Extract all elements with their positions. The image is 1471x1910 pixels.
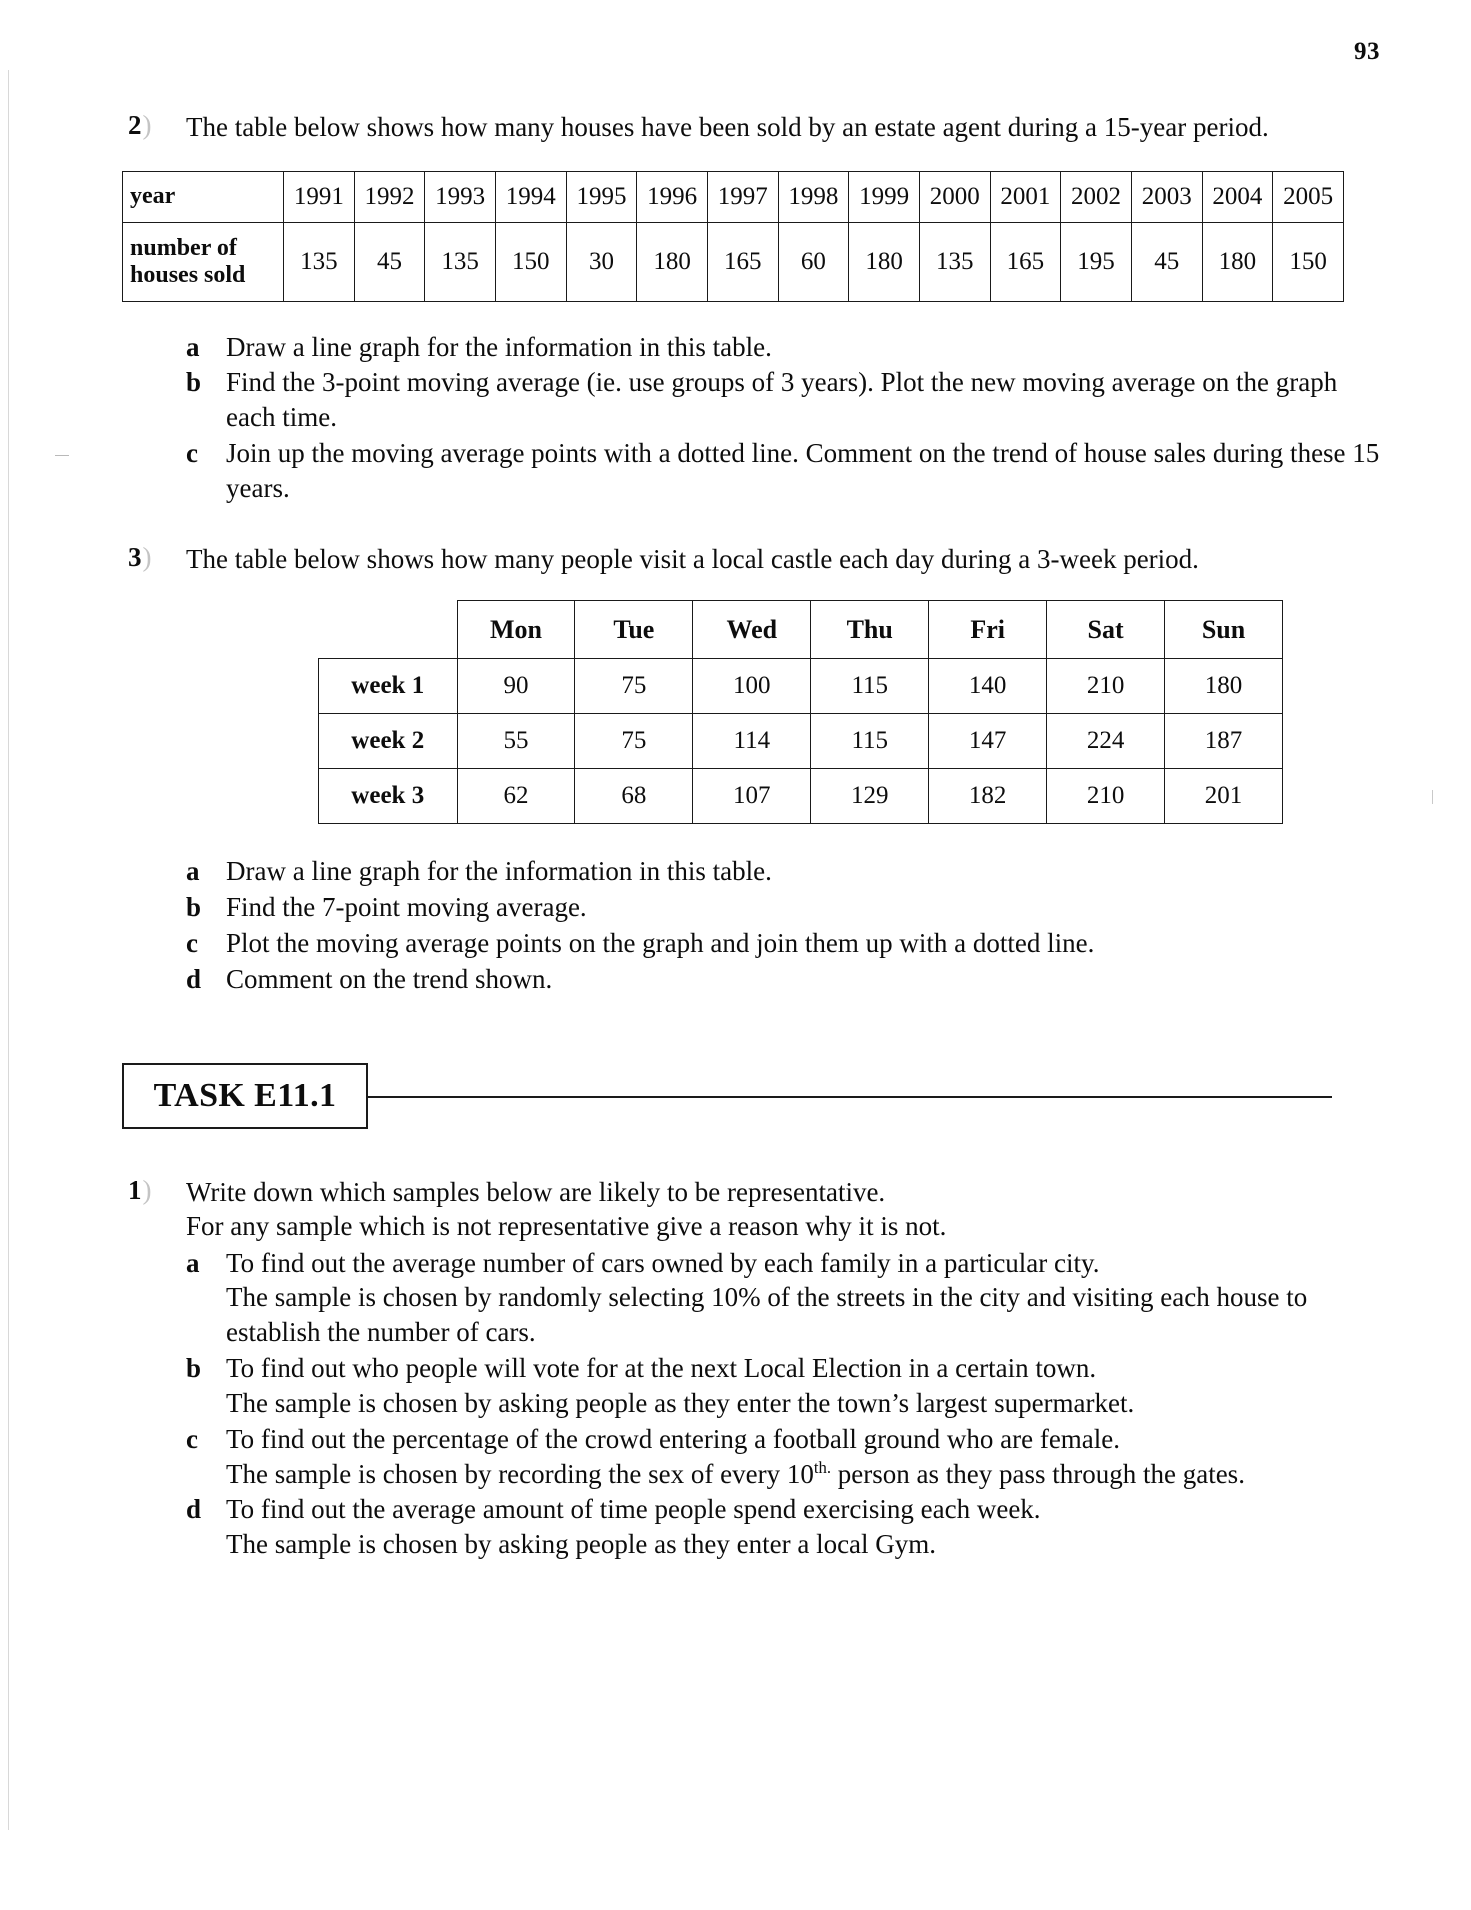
week-label-cell: week 2: [319, 714, 458, 769]
part-letter: b: [186, 367, 202, 398]
ordinal-suffix: th.: [813, 1457, 832, 1477]
part-letter: b: [186, 1353, 202, 1384]
visitors-cell: 107: [693, 769, 811, 824]
year-cell: 1998: [778, 171, 849, 222]
task-label: TASK E11.1: [153, 1076, 337, 1114]
visitors-cell: 210: [1047, 659, 1165, 714]
table-row: [319, 714, 1283, 769]
part-prompt: To find out the percentage of the crowd entering a football ground who are female.: [226, 1423, 1121, 1454]
year-cell: 2003: [1131, 171, 1202, 222]
part-letter: b: [186, 892, 202, 923]
houses-sold-cell: 30: [566, 222, 637, 301]
year-cell: 1993: [425, 171, 496, 222]
visitors-cell: 55: [457, 714, 575, 769]
table-row: [319, 769, 1283, 824]
question-3: [0, 542, 1471, 577]
visitors-cell: 182: [929, 769, 1047, 824]
year-cell: 1999: [849, 171, 920, 222]
part-letter: c: [186, 1423, 198, 1454]
visitors-cell: 75: [575, 714, 693, 769]
year-cell: 1997: [707, 171, 778, 222]
question-3-part-b: [186, 890, 1381, 925]
part-letter: d: [186, 963, 202, 994]
castle-visitors-table-wrapper: [318, 600, 1471, 824]
part-prompt: To find out the average amount of time people spend exercising each week.: [226, 1494, 1041, 1525]
week-label-cell: week 1: [319, 659, 458, 714]
visitors-cell: 180: [1165, 659, 1283, 714]
part-prompt: To find out who people will vote for at the next Local Election in a certain town.: [226, 1353, 1097, 1384]
visitors-cell: 201: [1165, 769, 1283, 824]
row-label-year: year: [123, 171, 284, 222]
houses-sold-cell: 180: [1202, 222, 1273, 301]
part-text: Find the 7-point moving average.: [226, 892, 587, 923]
part-detail: [226, 1457, 1399, 1492]
visitors-cell: 62: [457, 769, 575, 824]
question-3-number: 3 ): [128, 542, 152, 573]
part-letter: a: [186, 1247, 200, 1278]
houses-sold-cell: 195: [1061, 222, 1132, 301]
task-label-box: [122, 1063, 368, 1129]
year-cell: 1991: [284, 171, 355, 222]
part-text: Comment on the trend shown.: [226, 963, 553, 994]
visitors-cell: 187: [1165, 714, 1283, 769]
part-detail-after: person as they pass through the gates.: [831, 1458, 1245, 1489]
houses-sold-cell: 150: [1273, 222, 1344, 301]
task-question-1-number: 1 ): [128, 1175, 152, 1206]
day-header-cell: Sun: [1165, 601, 1283, 659]
year-cell: 1994: [495, 171, 566, 222]
year-cell: 1995: [566, 171, 637, 222]
task-banner: [122, 1063, 1332, 1131]
houses-sold-cell: 135: [284, 222, 355, 301]
question-3-part-d: [186, 962, 1381, 997]
question-2-part-c: [186, 436, 1381, 506]
part-letter: a: [186, 856, 200, 887]
question-3-part-c: [186, 926, 1381, 961]
houses-sold-cell: 60: [778, 222, 849, 301]
part-detail-before: The sample is chosen by recording the sex of every 10: [226, 1458, 814, 1489]
year-cell: 2005: [1273, 171, 1344, 222]
table-row-year: [123, 171, 1344, 222]
houses-sold-table-wrapper: [122, 171, 1471, 302]
year-cell: 2000: [919, 171, 990, 222]
part-letter: c: [186, 927, 198, 958]
table-header-row: [319, 601, 1283, 659]
table-row: [319, 659, 1283, 714]
task-part-d: [186, 1492, 1399, 1562]
question-3-part-a: [186, 854, 1381, 889]
houses-sold-cell: 150: [495, 222, 566, 301]
task-question-stem-line-2: For any sample which is not representative give a reason why it is not.: [186, 1211, 947, 1242]
visitors-cell: 115: [811, 714, 929, 769]
task-question-1-parts: [186, 1246, 1399, 1562]
page-number: 93: [1354, 38, 1380, 65]
visitors-cell: 90: [457, 659, 575, 714]
question-2-part-b: [186, 365, 1381, 435]
task-part-a: [186, 1246, 1399, 1350]
question-2-parts: [186, 330, 1381, 506]
houses-sold-cell: 180: [849, 222, 920, 301]
table-corner-cell: [319, 601, 458, 659]
table-row-houses-sold: [123, 222, 1344, 301]
part-text: Join up the moving average points with a dotted line. Comment on the trend of house sales during these 15 years.: [226, 438, 1380, 503]
houses-sold-cell: 165: [990, 222, 1061, 301]
houses-sold-table: [122, 171, 1344, 302]
part-prompt: To find out the average number of cars owned by each family in a particular city.: [226, 1247, 1100, 1278]
year-cell: 2001: [990, 171, 1061, 222]
year-cell: 2002: [1061, 171, 1132, 222]
part-letter: a: [186, 331, 200, 362]
houses-sold-cell: 45: [354, 222, 425, 301]
visitors-cell: 115: [811, 659, 929, 714]
visitors-cell: 210: [1047, 769, 1165, 824]
year-cell: 1996: [637, 171, 708, 222]
visitors-cell: 147: [929, 714, 1047, 769]
castle-visitors-table: [318, 600, 1283, 824]
day-header-cell: Thu: [811, 601, 929, 659]
day-header-cell: Sat: [1047, 601, 1165, 659]
part-text: Draw a line graph for the information in this table.: [226, 331, 772, 362]
row-label-houses-sold: number of houses sold: [123, 222, 284, 301]
houses-sold-cell: 165: [707, 222, 778, 301]
task-question-1: [0, 1175, 1471, 1244]
visitors-cell: 224: [1047, 714, 1165, 769]
houses-sold-cell: 180: [637, 222, 708, 301]
houses-sold-cell: 45: [1131, 222, 1202, 301]
part-detail: The sample is chosen by randomly selecting 10% of the streets in the city and visiting each house to establish the number of cars.: [226, 1282, 1308, 1348]
question-3-parts: [186, 854, 1381, 996]
visitors-cell: 114: [693, 714, 811, 769]
task-question-stem-line-1: Write down which samples below are likely to be representative.: [186, 1176, 886, 1207]
part-detail: The sample is chosen by asking people as they enter the town’s largest supermarket.: [226, 1387, 1135, 1418]
year-cell: 2004: [1202, 171, 1273, 222]
question-2-stem: [186, 110, 1381, 145]
year-cell: 1992: [354, 171, 425, 222]
question-2: [0, 110, 1471, 145]
part-letter: c: [186, 438, 198, 469]
part-detail: The sample is chosen by asking people as they enter a local Gym.: [226, 1529, 937, 1560]
day-header-cell: Fri: [929, 601, 1047, 659]
visitors-cell: 68: [575, 769, 693, 824]
part-text: Draw a line graph for the information in this table.: [226, 856, 772, 887]
houses-sold-cell: 135: [919, 222, 990, 301]
houses-sold-cell: 135: [425, 222, 496, 301]
part-letter: d: [186, 1494, 202, 1525]
day-header-cell: Tue: [575, 601, 693, 659]
part-text: Plot the moving average points on the graph and join them up with a dotted line.: [226, 927, 1095, 958]
question-2-stem-text: The table below shows how many houses have been sold by an estate agent during a 15-year period.: [186, 112, 1269, 142]
task-question-1-stem: [186, 1175, 1381, 1244]
task-part-b: [186, 1351, 1399, 1421]
week-label-cell: week 3: [319, 769, 458, 824]
question-2-part-a: [186, 330, 1381, 365]
question-3-stem: [186, 542, 1381, 577]
day-header-cell: Mon: [457, 601, 575, 659]
page-content: [0, 110, 1471, 1563]
question-2-number: 2 ): [128, 110, 152, 141]
task-part-c: [186, 1422, 1399, 1492]
visitors-cell: 129: [811, 769, 929, 824]
visitors-cell: 75: [575, 659, 693, 714]
day-header-cell: Wed: [693, 601, 811, 659]
question-3-stem-text: The table below shows how many people visit a local castle each day during a 3-week period.: [186, 543, 1199, 574]
visitors-cell: 100: [693, 659, 811, 714]
part-text: Find the 3-point moving average (ie. use groups of 3 years). Plot the new moving average on the graph each time.: [226, 367, 1338, 433]
visitors-cell: 140: [929, 659, 1047, 714]
